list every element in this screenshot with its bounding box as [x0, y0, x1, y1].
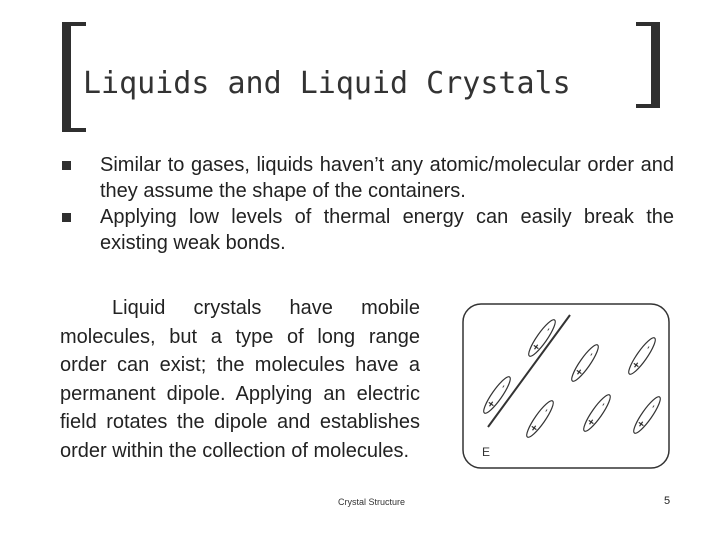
- dipole-molecule: [568, 342, 603, 385]
- positive-charge: +: [529, 341, 544, 354]
- dipole-molecule: [625, 335, 660, 378]
- negative-charge: -: [541, 406, 552, 416]
- negative-charge: -: [586, 350, 597, 360]
- dipole-molecule: [523, 398, 558, 441]
- right-bracket-bar: [651, 22, 660, 108]
- positive-charge: +: [634, 418, 649, 431]
- positive-charge: +: [527, 422, 542, 435]
- dipole-alignment-diagram: [462, 301, 672, 471]
- dipole-molecule: [630, 394, 665, 437]
- bullet-text: Similar to gases, liquids haven’t any atomic/molecular order and they assume the shape of the containers.: [100, 154, 674, 202]
- positive-charge: +: [572, 366, 587, 379]
- left-bracket-bottom: [62, 128, 86, 132]
- slide-title: Liquids and Liquid Crystals: [83, 66, 571, 101]
- positive-charge: +: [584, 416, 599, 429]
- negative-charge: -: [643, 343, 654, 353]
- paragraph-text: Liquid crystals have mobile molecules, but a type of long range order can exist; the molecules have a permanent dipole. Applying an electric field rotates the dipole and establishes order within the collection of molecules.: [60, 297, 420, 462]
- negative-charge: -: [543, 325, 554, 335]
- square-bullet-icon: [62, 213, 71, 222]
- right-bracket-top: [636, 22, 660, 26]
- dipole-molecule: [580, 392, 615, 435]
- square-bullet-icon: [62, 161, 71, 170]
- bullet-item: [60, 204, 674, 256]
- diagram-frame: [463, 304, 669, 468]
- negative-charge: -: [598, 400, 609, 410]
- right-bracket-bottom: [636, 104, 660, 108]
- positive-charge: +: [484, 398, 499, 411]
- negative-charge: -: [498, 382, 509, 392]
- positive-charge: +: [629, 359, 644, 372]
- field-arrow: [488, 315, 570, 427]
- bullet-text: Applying low levels of thermal energy can easily break the existing weak bonds.: [100, 206, 674, 254]
- footer-label: Crystal Structure: [338, 497, 406, 507]
- liquid-crystal-paragraph: [60, 294, 420, 465]
- bullet-item: [60, 152, 674, 204]
- negative-charge: -: [648, 402, 659, 412]
- left-bracket-top: [62, 22, 86, 26]
- field-label: E: [482, 445, 491, 459]
- page-number: 5: [664, 495, 671, 507]
- bullet-list: [60, 152, 674, 256]
- left-bracket-bar: [62, 22, 71, 132]
